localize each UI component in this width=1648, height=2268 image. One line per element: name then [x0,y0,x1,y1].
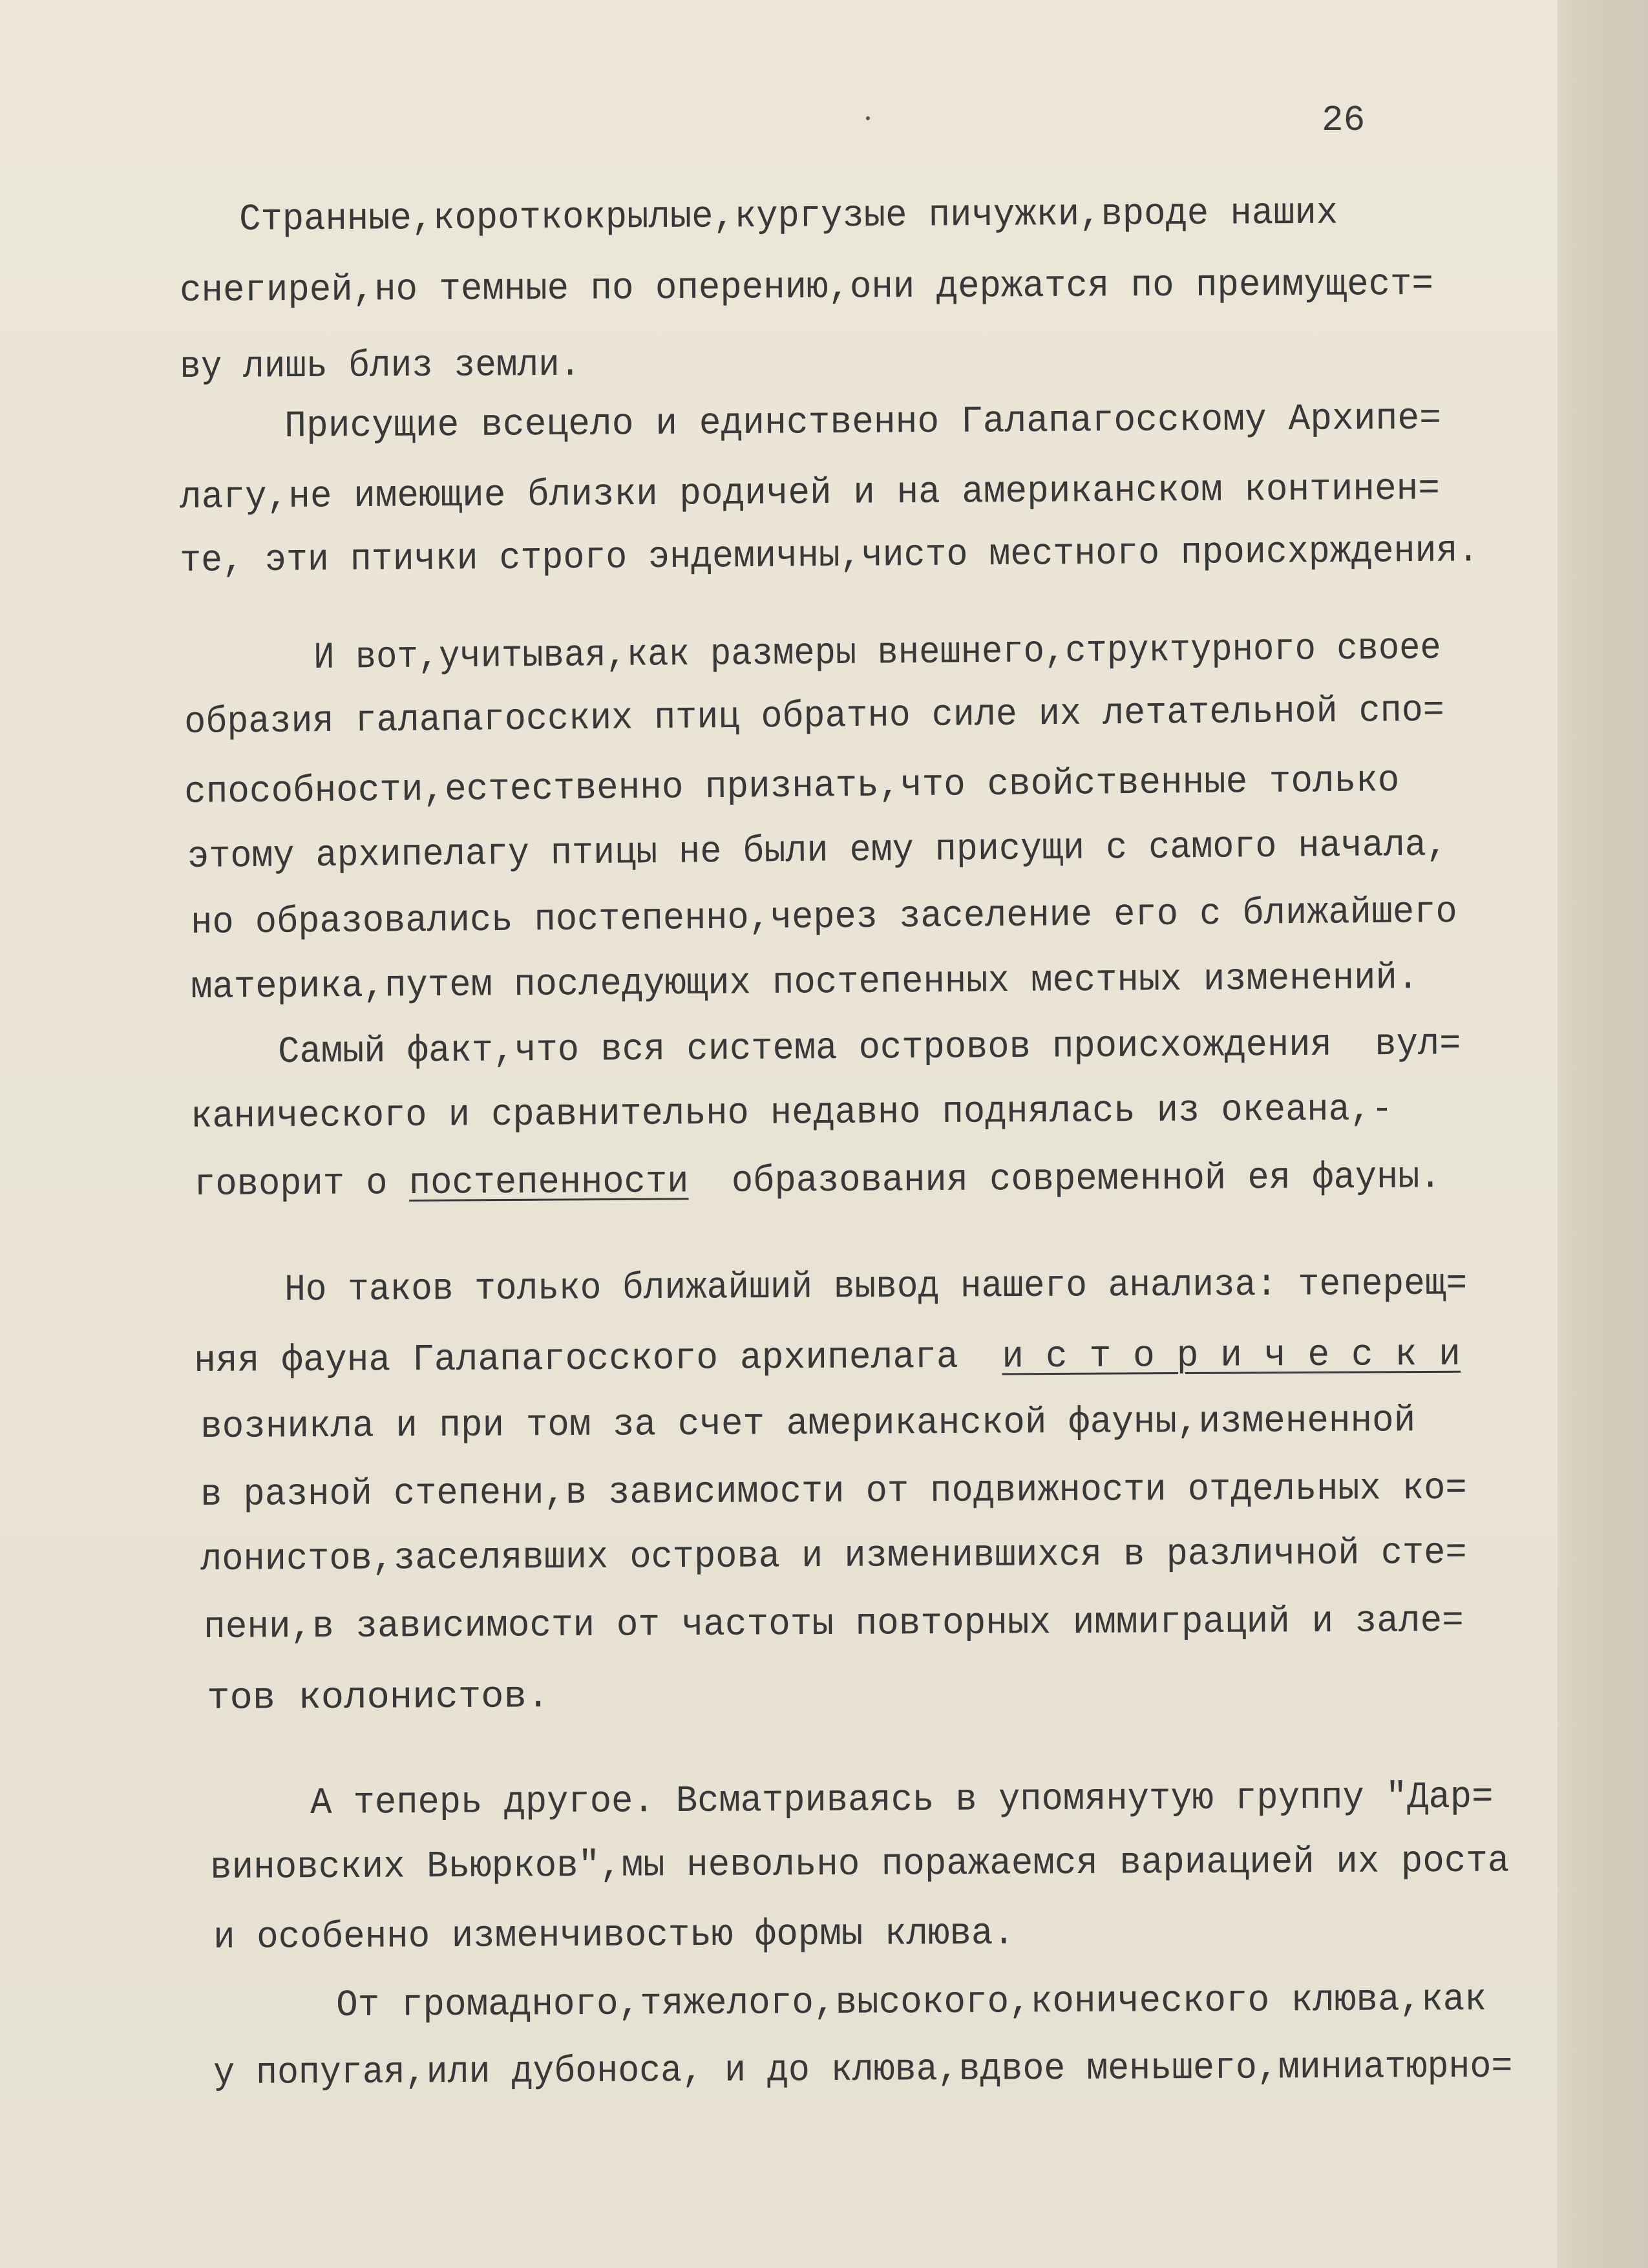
text-run: образования современной ея фауны. [688,1156,1442,1203]
text-line: в разной степени,в зависимости от подвижности отдельных ко= [200,1467,1467,1516]
page-number: 26 [1322,100,1366,141]
underlying-sheet-edge [1558,0,1648,2268]
text-run: няя фауна Галапагосского архипелага [193,1336,1002,1383]
text-line: А теперь другое. Всматриваясь в упомянутую группу "Дар= [310,1776,1494,1825]
text-line: материка,путем последующих постепенных местных изменений. [190,957,1419,1009]
text-line: Странные,короткокрылые,кургузые пичужки,вроде наших [238,192,1338,241]
text-line: но образовались постепенно,через заселение его с ближайшего [190,891,1457,944]
text-line: тов колонистов. [206,1676,550,1720]
text-line: снегирей,но темные по оперению,они держатся по преимущест= [179,263,1434,312]
text-line: этому архипелагу птицы не были ему присущи с самого начала, [187,824,1448,878]
text-line: ву лишь близ земли. [179,344,581,388]
text-line: и особенно изменчивостью формы клюва. [213,1913,1015,1959]
underlined-word: и с т о р и ч е с к и [1002,1333,1461,1379]
text-line: лонистов,заселявших острова и изменившихся в различной сте= [200,1532,1467,1581]
text-line: лагу,не имеющие близки родичей и на американском континен= [179,468,1441,519]
text-line: И вот,учитывая,как размеры внешнего,структурного своее [313,627,1442,679]
text-line: способности,естественно признать,что свойственные только [184,759,1400,814]
text-line: виновских Вьюрков",мы невольно поражаемся вариацией их роста [209,1840,1510,1889]
text-line: От громадного,тяжелого,высокого,конического клюва,как [335,1978,1487,2027]
text-line: образия галапагосских птиц обратно силе их летательной спо= [184,690,1445,744]
text-line: Но таков только ближайший вывод нашего анализа: теперещ= [284,1263,1468,1311]
text-line [193,1333,1461,1383]
text-line: Присущие всецело и единственно Галапагосскому Архипе= [284,397,1442,448]
text-line: Самый факт,что вся система островов происхождения вул= [277,1023,1461,1074]
text-line: пени,в зависимости от частоты повторных иммиграций и зале= [203,1600,1464,1649]
text-line: канического и сравнительно недавно поднялась из океана,- [190,1088,1393,1138]
text-line: у попугая,или дубоноса, и до клюва,вдвое меньшего,миниатюрно= [213,2046,1513,2095]
text-run: говорит о [193,1162,410,1206]
ink-speck [866,116,870,120]
text-line: те, эти птички строго эндемичны,чисто местного происхрждения. [179,530,1479,582]
text-line [193,1156,1442,1206]
text-line: возникла и при том за счет американской фауны,измененной [200,1400,1416,1448]
underlined-word: постепенности [408,1161,689,1205]
